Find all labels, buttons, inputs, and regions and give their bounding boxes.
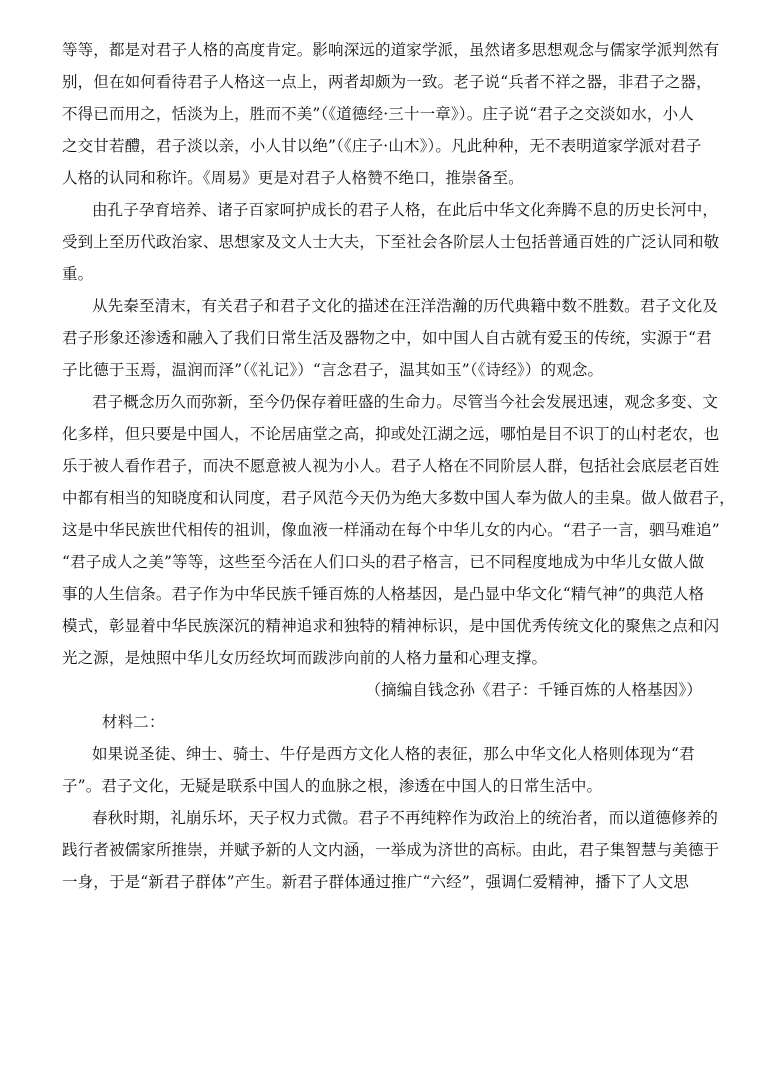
paragraph-start-line: 春秋时期，礼崩乐坏，天子权力式微。君子不再纯粹作为政治上的统治者，而以道德修养的 (92, 809, 719, 827)
text-line: 君子形象还渗透和融入了我们日常生活及器物之中，如中国人自古就有爱玉的传统，实源于“君 (62, 329, 712, 347)
text-line: 践行者被儒家所推崇，并赋予新的人文内涵，一举成为济世的高标。由此，君子集智慧与美德于 (62, 841, 720, 859)
text-line: 光之源，是烛照中华儿女历经坎坷而跋涉向前的人格力量和心理支撑。 (62, 649, 548, 667)
text-line: 中都有相当的知晓度和认同度，君子风范今天仍为绝大多数中国人奉为做人的圭臬。做人做君子， (62, 489, 735, 507)
text-line: 子比德于玉焉，温润而泽”（《礼记》）“言念君子，温其如玉”（《诗经》）的观念。 (62, 361, 604, 379)
paragraph-start-line: 由孔子孕育培养、诸子百家呵护成长的君子人格，在此后中华文化奔腾不息的历史长河中， (92, 201, 719, 219)
document-page (62, 34, 735, 898)
text-line: 事的人生信条。君子作为中华民族千锤百炼的人格基因，是凸显中华文化“精气神”的典范人格 (62, 585, 705, 603)
text-line: 受到上至历代政治家、思想家及文人士大夫，下至社会各阶层人士包括普通百姓的广泛认同和敬 (62, 233, 720, 251)
text-line: 别，但在如何看待君子人格这一点上，两者却颇为一致。老子说“兵者不祥之器，非君子之器， (62, 73, 712, 91)
text-line: 乐于被人看作君子，而决不愿意被人视为小人。君子人格在不同阶层人群，包括社会底层老百姓 (62, 457, 720, 475)
text-line: 化多样，但只要是中国人，不论居庙堂之高，抑或处江湖之远，哪怕是目不识丁的山村老农，也 (62, 425, 720, 443)
text-line: 之交甘若醴，君子淡以亲，小人甘以绝”（《庄子·山木》）。凡此种种，无不表明道家学派对君子 (62, 137, 702, 155)
text-line: “君子成人之美”等等，这些至今活在人们口头的君子格言，已不同程度地成为中华儿女做人做 (62, 553, 705, 571)
text-line: 子”。君子文化，无疑是联系中国人的血脉之根，渗透在中国人的日常生活中。 (62, 777, 603, 795)
text-line: 重。 (62, 265, 94, 283)
text-line: 不得已而用之，恬淡为上，胜而不美”（《道德经·三十一章》）。庄子说“君子之交淡如水，小人 (62, 105, 694, 123)
text-line: 这是中华民族世代相传的祖训，像血液一样涌动在每个中华儿女的内心。“君子一言，驷马难追” (62, 521, 720, 539)
text-line: 人格的认同和称许。《周易》更是对君子人格赞不绝口，推崇备至。 (62, 169, 524, 187)
paragraph-start-line: 君子概念历久而弥新，至今仍保存着旺盛的生命力。尽管当今社会发展迅速，观念多变、文 (92, 393, 719, 411)
paragraph-start-line: 从先秦至清末，有关君子和君子文化的描述在汪洋浩瀚的历代典籍中数不胜数。君子文化及 (92, 297, 719, 315)
text-line: 一身，于是“新君子群体”产生。新君子群体通过推广“六经”，强调仁爱精神，播下了人文思 (62, 873, 689, 891)
source-citation: （摘编自钱念孙《君子：千锤百炼的人格基因》） (365, 681, 702, 699)
paragraph-start-line: 如果说圣徒、绅士、骑士、牛仔是西方文化人格的表征，那么中华文化人格则体现为“君 (92, 745, 695, 763)
material-label: 材料二： (102, 713, 165, 731)
text-line: 模式，彰显着中华民族深沉的精神追求和独特的精神标识，是中国优秀传统文化的聚焦之点和闪 (62, 617, 720, 635)
text-line: 等等，都是对君子人格的高度肯定。影响深远的道家学派，虽然诸多思想观念与儒家学派判然有 (62, 41, 720, 59)
